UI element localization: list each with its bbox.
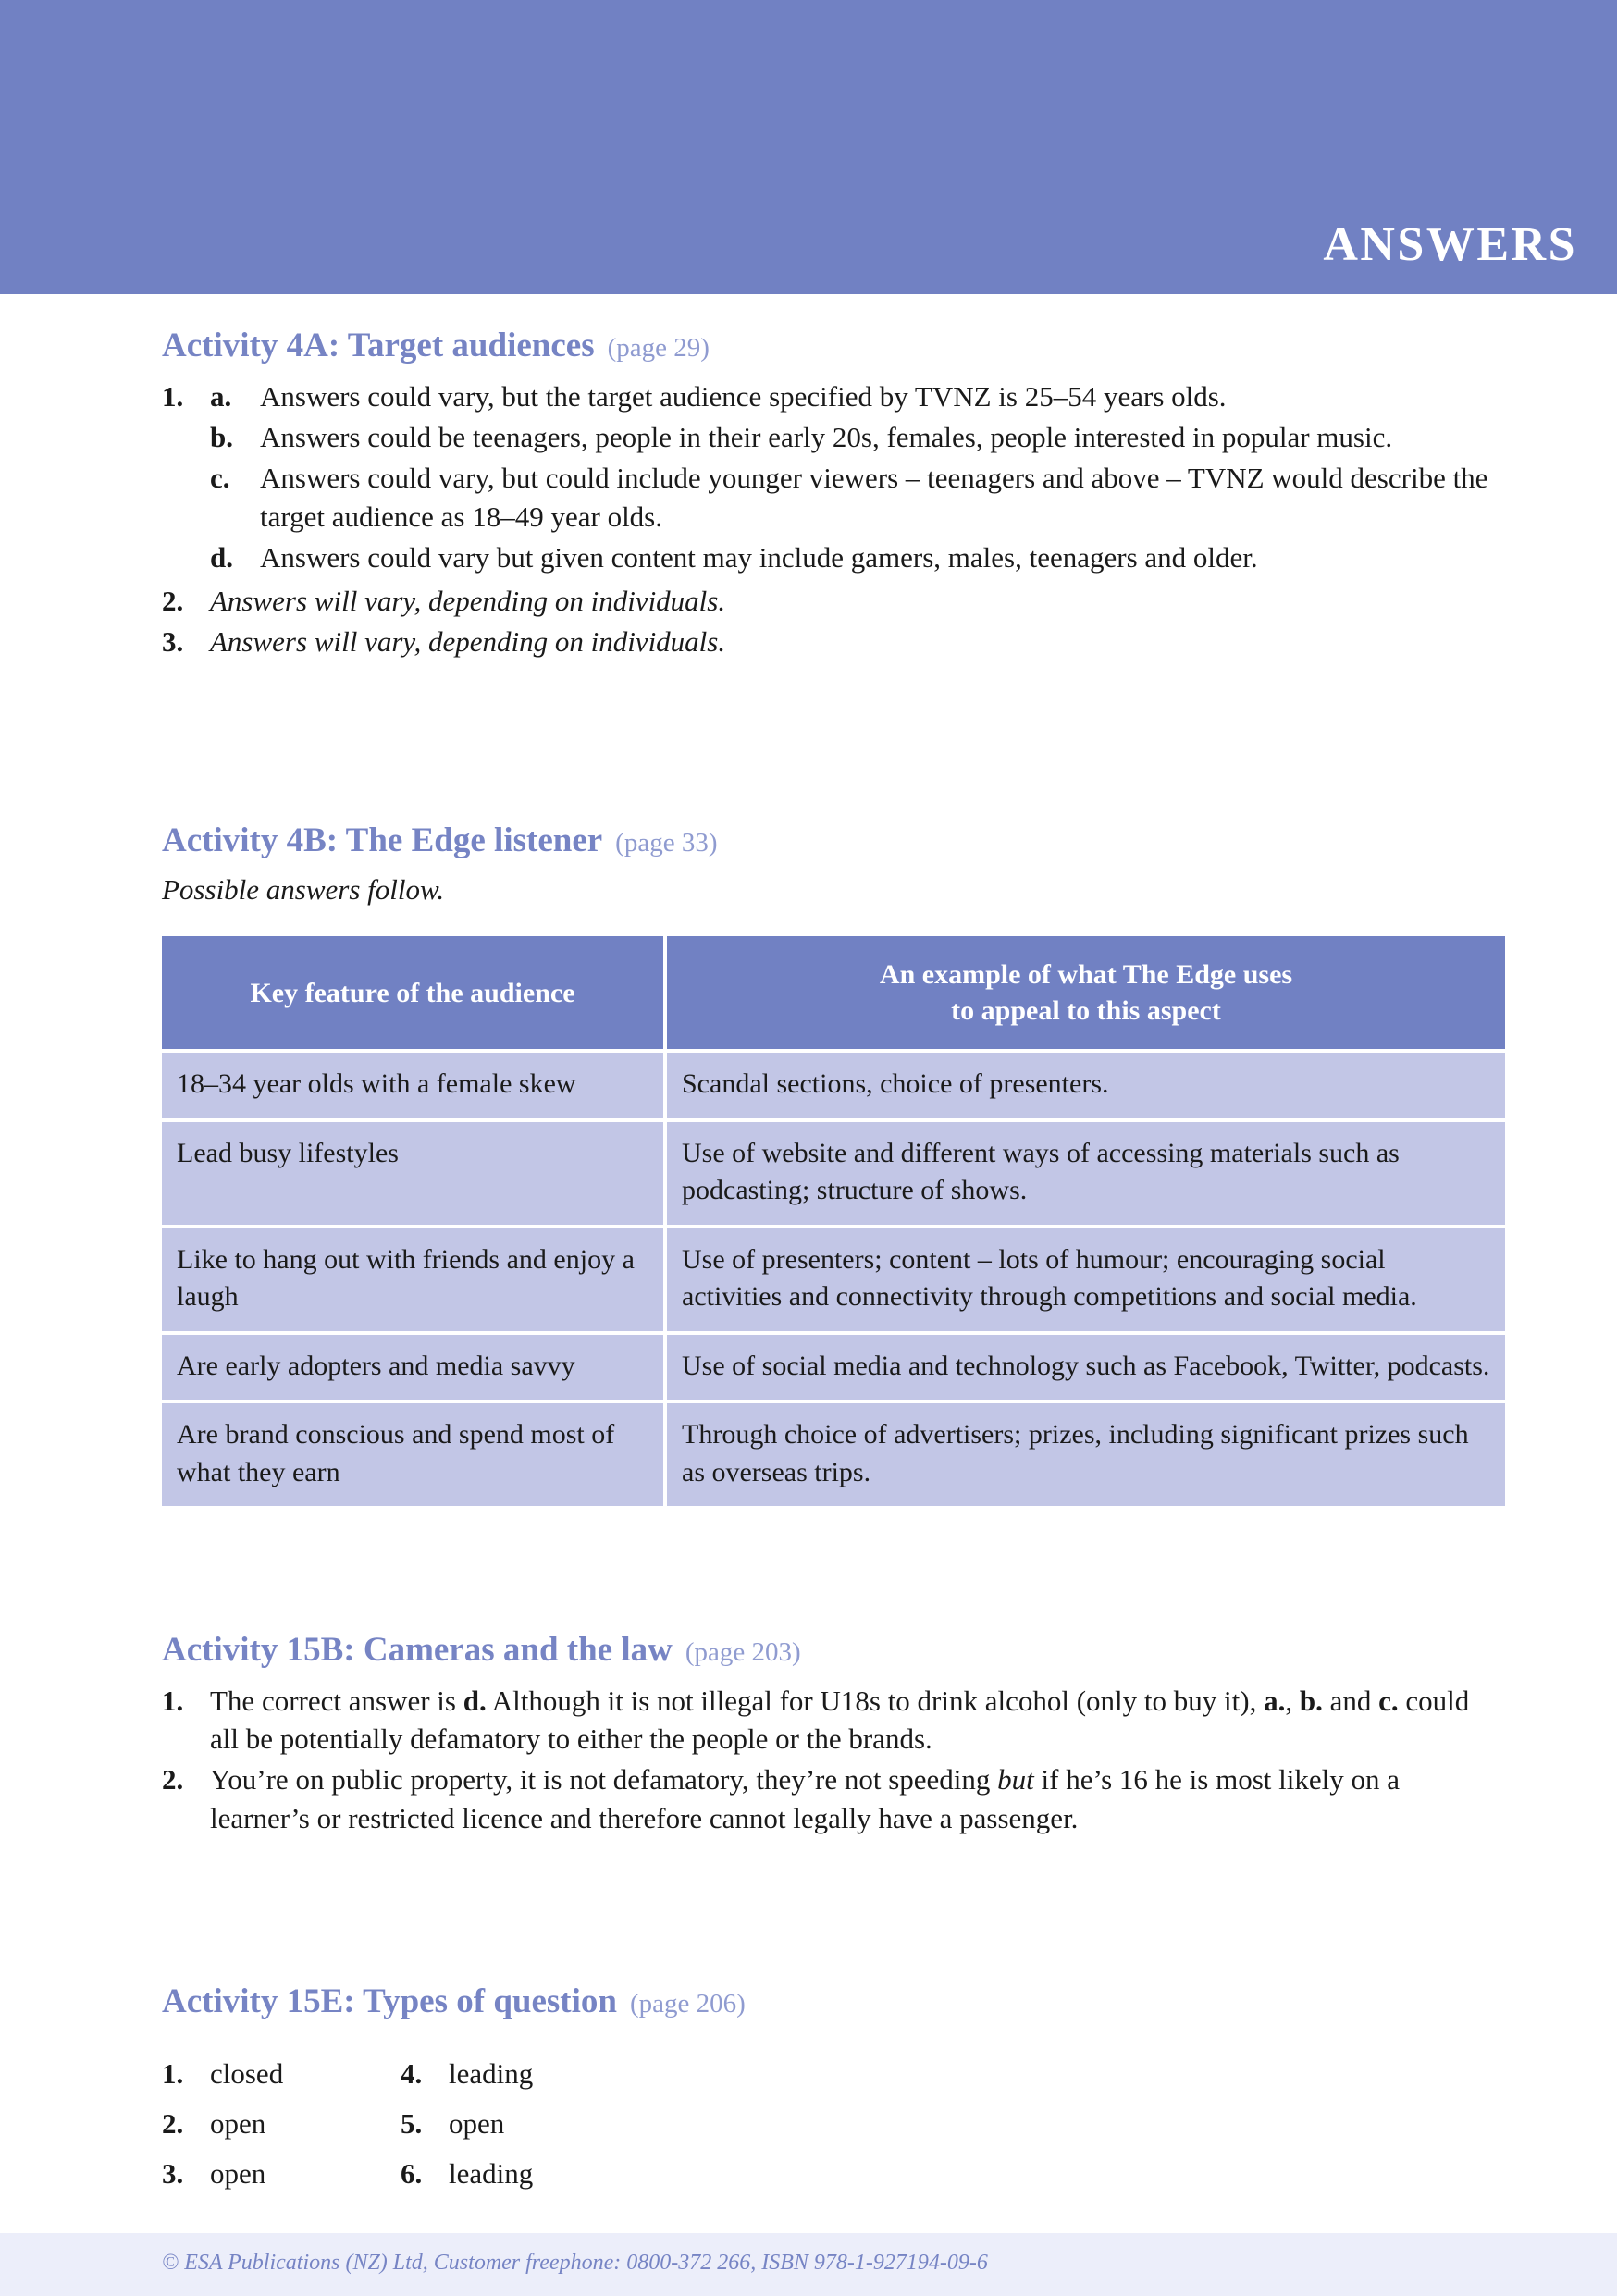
audience-features-table — [158, 932, 1509, 1510]
table-row — [162, 1053, 1505, 1118]
list-item — [210, 377, 1503, 415]
list-item — [162, 2155, 401, 2192]
page-footer-band — [0, 2233, 1617, 2296]
column-header-example — [667, 936, 1505, 1049]
answers-grid-15e — [162, 2055, 809, 2206]
item-text: Answers could be teenagers, people in their early 20s, females, people interested in popular music. — [260, 421, 1393, 454]
table-row — [162, 1403, 1505, 1506]
section-activity-4a — [162, 328, 1503, 663]
item-text: open — [210, 2157, 266, 2191]
table-row — [162, 1122, 1505, 1225]
column-header-example-line1: An example of what The Edge uses — [879, 959, 1293, 991]
list-item — [162, 2055, 401, 2092]
list-item — [401, 2155, 639, 2192]
cell-feature: 18–34 year olds with a female skew — [162, 1053, 663, 1118]
list-item — [401, 2055, 639, 2092]
item-text: Answers could vary, but the target audience specified by TVNZ is 25–54 years olds. — [260, 379, 1227, 413]
section-intro-text: Possible answers follow. — [162, 872, 445, 906]
heading-text: Activity 4B: The Edge listener — [162, 821, 603, 859]
section-activity-15e — [162, 1984, 994, 2206]
list-item — [162, 582, 1503, 620]
column-header-key-feature: Key feature of the audience — [162, 936, 663, 1049]
list-item — [162, 623, 1503, 660]
item-number: 1. — [162, 2056, 184, 2090]
list-item — [210, 459, 1503, 535]
cell-example: Use of website and different ways of accessing materials such as podcasting; structure of shows. — [667, 1122, 1505, 1225]
list-item — [162, 2105, 401, 2142]
item-number: 3. — [162, 2157, 184, 2191]
item-text: Answers could vary but given content may include gamers, males, teenagers and older. — [260, 540, 1258, 574]
section-heading-activity-4a — [162, 328, 1503, 364]
list-item — [162, 1682, 1503, 1758]
list-item — [210, 538, 1503, 576]
cell-example: Through choice of advertisers; prizes, including significant prizes such as overseas trips. — [667, 1403, 1505, 1506]
item-text: leading — [449, 2056, 534, 2090]
item-text: Answers will vary, depending on individuals. — [210, 625, 726, 659]
item-number: 6. — [401, 2157, 423, 2191]
cell-feature: Are brand conscious and spend most of what they earn — [162, 1403, 663, 1506]
section-activity-4b — [162, 823, 1522, 1510]
page-reference: (page 206) — [629, 1989, 746, 2018]
item-letter: b. — [210, 421, 233, 454]
list-item — [210, 418, 1503, 456]
list-item — [162, 1760, 1503, 1836]
item-text: open — [449, 2107, 505, 2141]
answers-list-15b — [162, 1682, 1503, 1837]
heading-text: Activity 15B: Cameras and the law — [162, 1631, 673, 1669]
page-reference: (page 203) — [685, 1637, 801, 1667]
item-text: Answers could vary, but could include younger viewers – teenagers and above – TVNZ would describe the target audience as 18–49 year olds. — [260, 462, 1488, 533]
cell-feature: Are early adopters and media savvy — [162, 1335, 663, 1401]
table-header-row — [162, 936, 1505, 1049]
item-text: The correct answer is d. Although it is not illegal for U18s to drink alcohol (only to buy it), a., b. and c. could all be potentially defamatory to either the people or the brands. — [210, 1684, 1470, 1756]
item-number: 2. — [162, 1763, 184, 1796]
section-heading-activity-15b — [162, 1633, 1503, 1669]
item-number: 2. — [162, 2107, 184, 2141]
section-heading-activity-4b — [162, 823, 1522, 859]
cell-feature: Lead busy lifestyles — [162, 1122, 663, 1225]
section-activity-15b — [162, 1633, 1503, 1840]
sub-answers-list — [210, 377, 1503, 579]
item-number: 3. — [162, 625, 184, 659]
column-header-example-line2: to appeal to this aspect — [951, 995, 1221, 1027]
item-number: 4. — [401, 2056, 423, 2090]
item-letter: d. — [210, 540, 233, 574]
heading-text: Activity 15E: Types of question — [162, 1982, 617, 2020]
item-letter: a. — [210, 379, 232, 413]
cell-example: Use of presenters; content – lots of humour; encouraging social activities and connectivity through competitions and social media. — [667, 1228, 1505, 1331]
page-header-band — [0, 0, 1617, 294]
cell-example: Scandal sections, choice of presenters. — [667, 1053, 1505, 1118]
cell-feature: Like to hang out with friends and enjoy a laugh — [162, 1228, 663, 1331]
item-letter: c. — [210, 462, 230, 495]
list-item — [401, 2105, 639, 2142]
answers-list-4a — [162, 377, 1503, 661]
table-row — [162, 1228, 1505, 1331]
item-text: leading — [449, 2157, 534, 2191]
page-title: ANSWERS — [1323, 218, 1577, 271]
cell-example: Use of social media and technology such as Facebook, Twitter, podcasts. — [667, 1335, 1505, 1401]
page-reference: (page 33) — [615, 828, 718, 858]
item-text: You’re on public property, it is not defamatory, they’re not speeding but if he’s 16 he is most likely on a learner’s or restricted licence and therefore cannot legally have a passenger. — [210, 1763, 1401, 1834]
list-item — [162, 377, 1503, 579]
section-heading-activity-15e — [162, 1984, 994, 2020]
copyright-text: © ESA Publications (NZ) Ltd, Customer freephone: 0800-372 266, ISBN 978-1-927194-09-6 — [162, 2251, 988, 2275]
item-text: closed — [210, 2056, 284, 2090]
item-number: 1. — [162, 1684, 184, 1717]
item-number: 1. — [162, 379, 184, 413]
item-text: Answers will vary, depending on individuals. — [210, 584, 726, 617]
page-reference: (page 29) — [607, 333, 710, 363]
heading-text: Activity 4A: Target audiences — [162, 327, 595, 364]
table-row — [162, 1335, 1505, 1401]
item-number: 2. — [162, 584, 184, 617]
item-text: open — [210, 2107, 266, 2141]
item-number: 5. — [401, 2107, 423, 2141]
